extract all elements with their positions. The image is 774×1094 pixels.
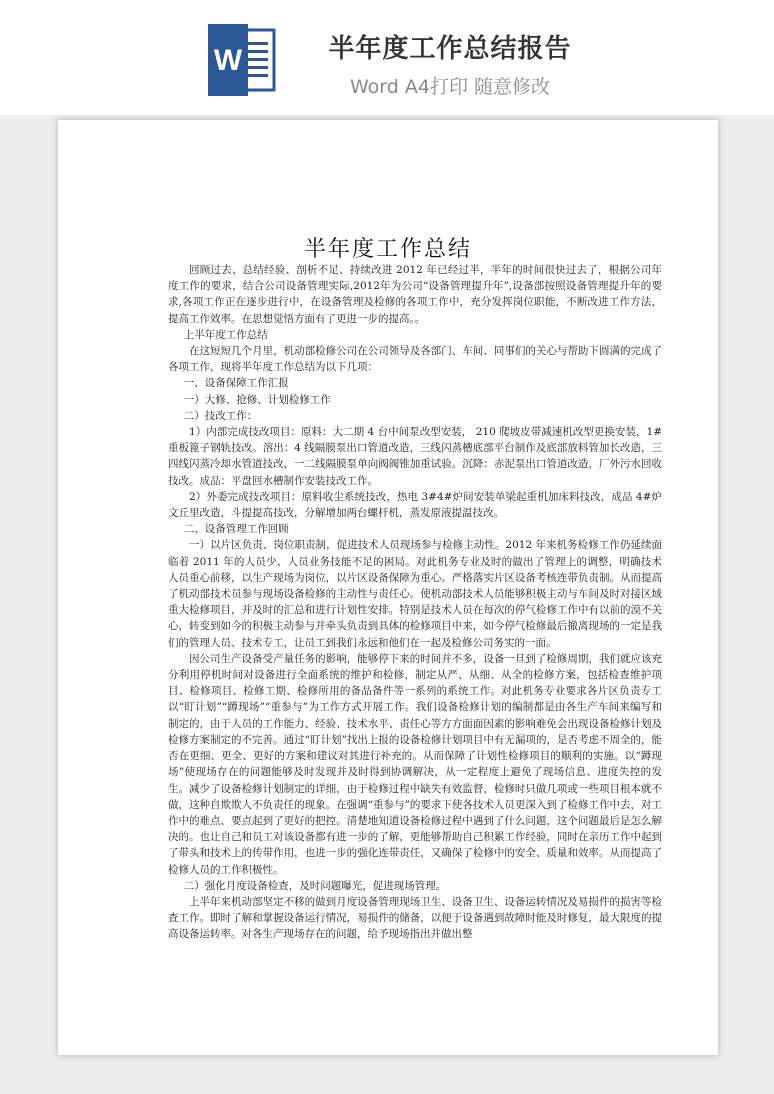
section-heading: 一）大修、抢修、计划检修工作 [183,393,331,406]
document-body [168,262,662,943]
section-heading: 二）技改工作： [183,409,258,422]
paragraph: 回顾过去、总结经验、剖析不足、持续改进 2012 年已经过半，半年的时间很快过去了，根据公司年度工作的要求，结合公司设备管理实际,2012年为公司“设备管理提升年”,设备部按照设备管理提升年的要求,各项工作正在逐步进行中，在设备管理及检修的各项工作中，充分发挥岗位职能，不断改进工作方法，提高工作效率。在思想觉悟方面有了更进一步的提高。。 [168,264,662,325]
section-heading: 上半年度工作总结 [183,328,268,341]
paragraph: 在这短短几个月里，机动部检修公司在公司领导及各部门、车间、同事们的关心与帮助下圆满的完成了各项工作，现将半年度工作总结为以下几项： [168,345,662,374]
svg-text:W: W [213,44,243,77]
banner-title: 半年度工作总结报告 [328,34,572,64]
section-heading: 二）强化月度设备检查，及时问题曝光，促进现场管理。 [183,879,447,892]
banner-subtitle: Word A4打印 随意修改 [349,76,550,98]
word-doc-icon [208,24,278,96]
paragraph: 1）内部完成技改项目：原料：大二期 4 台中间泵改型安装， 210 爬坡皮带减速机改型更换安装，1#重板篦子钢轨技改。溶出：4 线隔膜泵出口管道改造，三线闪蒸槽底部平台制作及底部放料管加长改造，三四线闪蒸冷却水管道技改，一二线隔膜泵单向阀阀锥加重试验。沉降：赤泥泵出口管道改造，厂外污水回收技改。成品：平盘回水槽制作安装技改工作。 [168,426,662,487]
paragraph: 2）外委完成技改项目：原料收尘系统技改，热电 3#4#炉间安装单梁起重机加床料技改，成品 4#炉文丘里改造，斗提提高技改，分解增加两台螺杆机，蒸发原液提温技改。 [168,490,662,520]
header-banner [0,0,774,115]
section-heading: 二、设备管理工作回顾 [183,523,289,536]
document-page [58,120,718,1055]
section-heading: 一、设备保障工作汇报 [183,377,289,390]
paragraph: 因公司生产设备受产量任务的影响，能够停下来的时间并不多，设备一旦到了检修周期，我们就应该充分利用停机时间对设备进行全面系统的维护和检修，制定从严、从细、从全的检修方案，包括检查维护项目、检修项目、检修工期、检修所用的备品备件等一系列的系统工作。对此机务专业要求各片区负责专工以“盯计划”“蹲现场”“重参与”为工作方式开展工作。我们设备检修计划的编制都是由各生产车间来编写和制定的，由于人员的工作能力、经验、技术水平、责任心等方方面面因素的影响难免会出现设备检修计划及检修方案制定的不完善。通过“盯计划”找出上报的设备检修计划项目中有无漏项的，是否考虑不周全的，能否在更细、更全、更好的方案和建议对其进行补充的。从而保障了计划性检修项目的顺利的实施。以“蹲现场”使现场存在的问题能够及时发现并及时得到协调解决，从一定程度上避免了现场信息、进度失控的发生。减少了设备检修计划制定的详细，由于检修过程中缺失有效监督，检修时只做几项或一些项目根本就不做，这种自欺欺人不负责任的现象。在强调“重参与”的要求下使各技术人员更深入到了检修工作中去，对工作中的难点、要点起到了更好的把控。清楚地知道设备检修过程中遇到了什么问题，这个问题最后是怎么解决的。也让自己和员工对该设备都有进一步的了解，更能够帮助自己积累工作经验，同时在亲历工作中起到了带头和技术上的传带作用，也进一步的强化连带责任，又确保了检修中的安全、质量和效率。从而提高了检修人员的工作积极性。 [168,652,662,876]
paragraph: 一）以片区负责、岗位职责制，促进技术人员现场参与检修主动性。2012 年来机务检修工作仍延续面临着 2011 年的人员少、人员业务技能不足的困局。对此机务专业及时的做出了管理上的调整，明确技术人员重心前移，以生产现场为岗位，以片区设备保障为重心。严格落实片区设备考核连带负责制。从而提高了机动部技术员参与现场设备检修的主动性与责任心。使机动部技术人员能够积极主动与车间及时对接区域重大检修项目，并及时的汇总和进行计划性安排。特别是技术人员在每次的停气检修工作中有以前的漠不关心，转变到如今的积极主动参与并牵头负责到具体的检修项目中来，如今停气检修最后撤离现场的一定是我们的管理人员、技术专工，让员工到我们永远和他们在一起及检修公司务实的一面。 [168,539,662,649]
document-title: 半年度工作总结 [303,237,472,262]
paragraph: 上半年来机动部坚定不移的做到月度设备管理现场卫生、设备卫生、设备运转情况及易损件的损害等检查工作。即时了解和掌握设备运行情况，易损件的储备，以便于设备遇到故障时能及时修复，最大限度的提高设备运转率。对各生产现场存在的问题，给予现场指出并做出整 [168,895,662,941]
